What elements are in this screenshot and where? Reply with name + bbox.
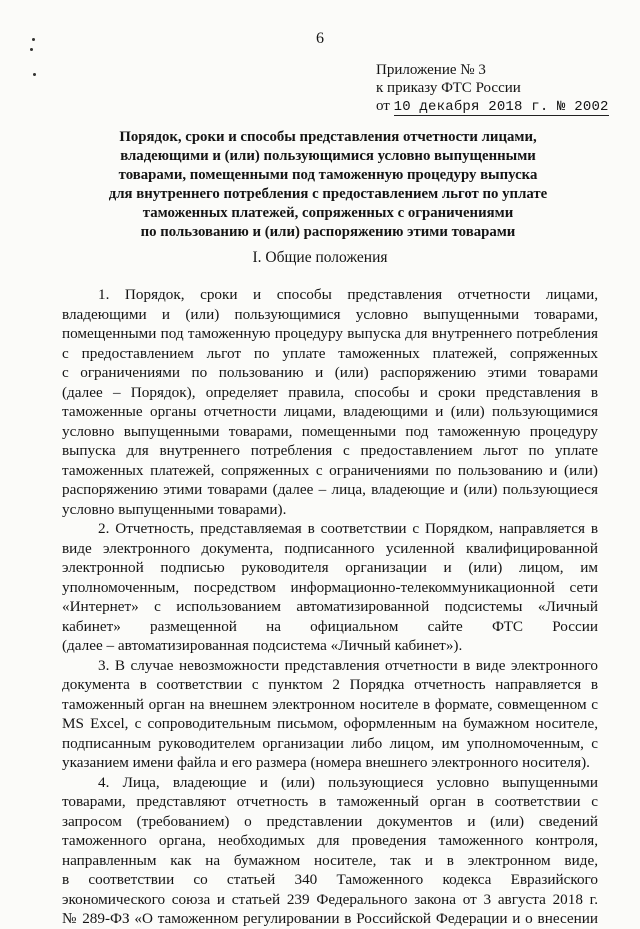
text-line: выпуска для внутреннего потребления с предоставлением льгот по уплате bbox=[62, 442, 598, 459]
appendix-from-prefix: от bbox=[376, 98, 390, 114]
text-line: (далее – автоматизированная подсистема «Личный кабинет»). bbox=[62, 637, 463, 654]
document-title bbox=[98, 128, 558, 242]
text-line: 2. Отчетность, представляемая в соответствии с Порядком, направляется в bbox=[98, 520, 598, 537]
text-line: (далее – Порядок), определяет правила, способы и сроки представления в bbox=[62, 383, 598, 401]
text-line: электронной подписью руководителя организации и (или) лицом, им bbox=[62, 559, 598, 576]
paragraph-4 bbox=[62, 773, 598, 929]
text-line: с предоставлением льгот по уплате таможенных платежей, сопряженных bbox=[62, 344, 598, 362]
text-line: № 289-ФЗ «О таможенном регулировании в Российской Федерации и о внесении bbox=[62, 910, 598, 927]
text-line: 3. В случае невозможности представления отчетности в виде электронного bbox=[98, 656, 598, 674]
text-line: таможенных платежей, сопряженных с ограничениями по пользованию и (или) bbox=[62, 461, 598, 479]
text-line: направленным как на бумажном носителе, так и в электронном виде, bbox=[62, 851, 598, 869]
text-line: распоряжению этими товарами (далее – лица, владеющие и (или) пользующиеся bbox=[62, 481, 598, 498]
text-line: 4. Лица, владеющие и (или) пользующиеся условно выпущенными bbox=[98, 773, 598, 791]
text-line: 1. Порядок, сроки и способы представления отчетности лицами, bbox=[98, 286, 598, 303]
text-line: товарами, представляют отчетность в таможенный орган в соответствии с bbox=[62, 793, 598, 810]
text-line: документа в соответствии с пунктом 2 Порядка отчетность направляется в bbox=[62, 676, 598, 693]
text-line: таможенного органа, необходимых для проведения таможенного контроля, bbox=[62, 832, 598, 849]
scan-dot bbox=[32, 38, 35, 41]
title-line: для внутреннего потребления с предоставлением льгот по уплате bbox=[108, 186, 548, 202]
text-line: кабинет» размещенной на официальном сайте ФТС России bbox=[62, 617, 598, 635]
order-date-number: 10 декабря 2018 г. № 2002 bbox=[393, 99, 609, 115]
text-line: уполномоченным, посредством информационно-телекоммуникационной сети bbox=[62, 578, 598, 596]
title-line: по пользованию и (или) распоряжению этими товарами bbox=[140, 224, 516, 240]
text-line: таможенные органы отчетности лицами, владеющими и (или) пользующимися bbox=[62, 403, 598, 420]
text-line: в соответствии со статьей 340 Таможенного кодекса Евразийского bbox=[62, 871, 598, 888]
text-line: «Интернет» с использованием автоматизированной подсистемы «Личный bbox=[62, 598, 598, 615]
text-line: виде электронного документа, подписанного усиленной квалифицированной bbox=[62, 539, 598, 557]
text-line: условно выпущенными товарами). bbox=[62, 500, 287, 518]
body-text bbox=[62, 285, 598, 929]
title-line: владеющими и (или) пользующимися условно выпущенными bbox=[120, 148, 536, 164]
text-line: с ограничениями по пользованию и (или) распоряжению этими товарами bbox=[62, 364, 598, 381]
text-line: таможенный орган на внешнем электронном носителе в формате, совмещенном с bbox=[62, 695, 598, 713]
paragraph-1 bbox=[62, 285, 598, 519]
text-line: помещенными под таможенную процедуру выпуска для внутреннего потребления bbox=[62, 325, 598, 342]
appendix-title: Приложение № 3 bbox=[376, 62, 486, 78]
paragraph-3 bbox=[62, 656, 598, 773]
appendix-order-ref: к приказу ФТС России bbox=[376, 80, 521, 96]
appendix-date-line bbox=[376, 97, 609, 116]
scan-dot bbox=[30, 48, 33, 51]
text-line: экономического союза и статьей 239 Федерального закона от 3 августа 2018 г. bbox=[62, 890, 598, 908]
paragraph-2 bbox=[62, 519, 598, 656]
text-line: MS Excel, с сопроводительным письмом, оформленным на бумажном носителе, bbox=[62, 715, 598, 732]
scan-dot bbox=[33, 73, 36, 76]
text-line: подписанным руководителем организации либо лицом, им уполномоченным, с bbox=[62, 734, 598, 752]
text-line: запросом (требованием) о представлении документов и (или) сведений bbox=[62, 812, 598, 830]
appendix-block bbox=[376, 61, 609, 116]
section-heading: I. Общие положения bbox=[252, 249, 388, 266]
title-line: товарами, помещенными под таможенную процедуру выпуска bbox=[118, 167, 538, 183]
page-number: 6 bbox=[316, 30, 324, 47]
title-line: Порядок, сроки и способы представления отчетности лицами, bbox=[119, 129, 537, 145]
title-line: таможенных платежей, сопряженных с ограничениями bbox=[142, 205, 514, 221]
text-line: указанием имени файла и его размера (номера внешнего электронного носителя). bbox=[62, 754, 590, 771]
text-line: условно выпущенными товарами, помещенными под таможенную процедуру bbox=[62, 422, 598, 440]
text-line: владеющими и (или) пользующимися условно выпущенными товарами, bbox=[62, 305, 598, 323]
